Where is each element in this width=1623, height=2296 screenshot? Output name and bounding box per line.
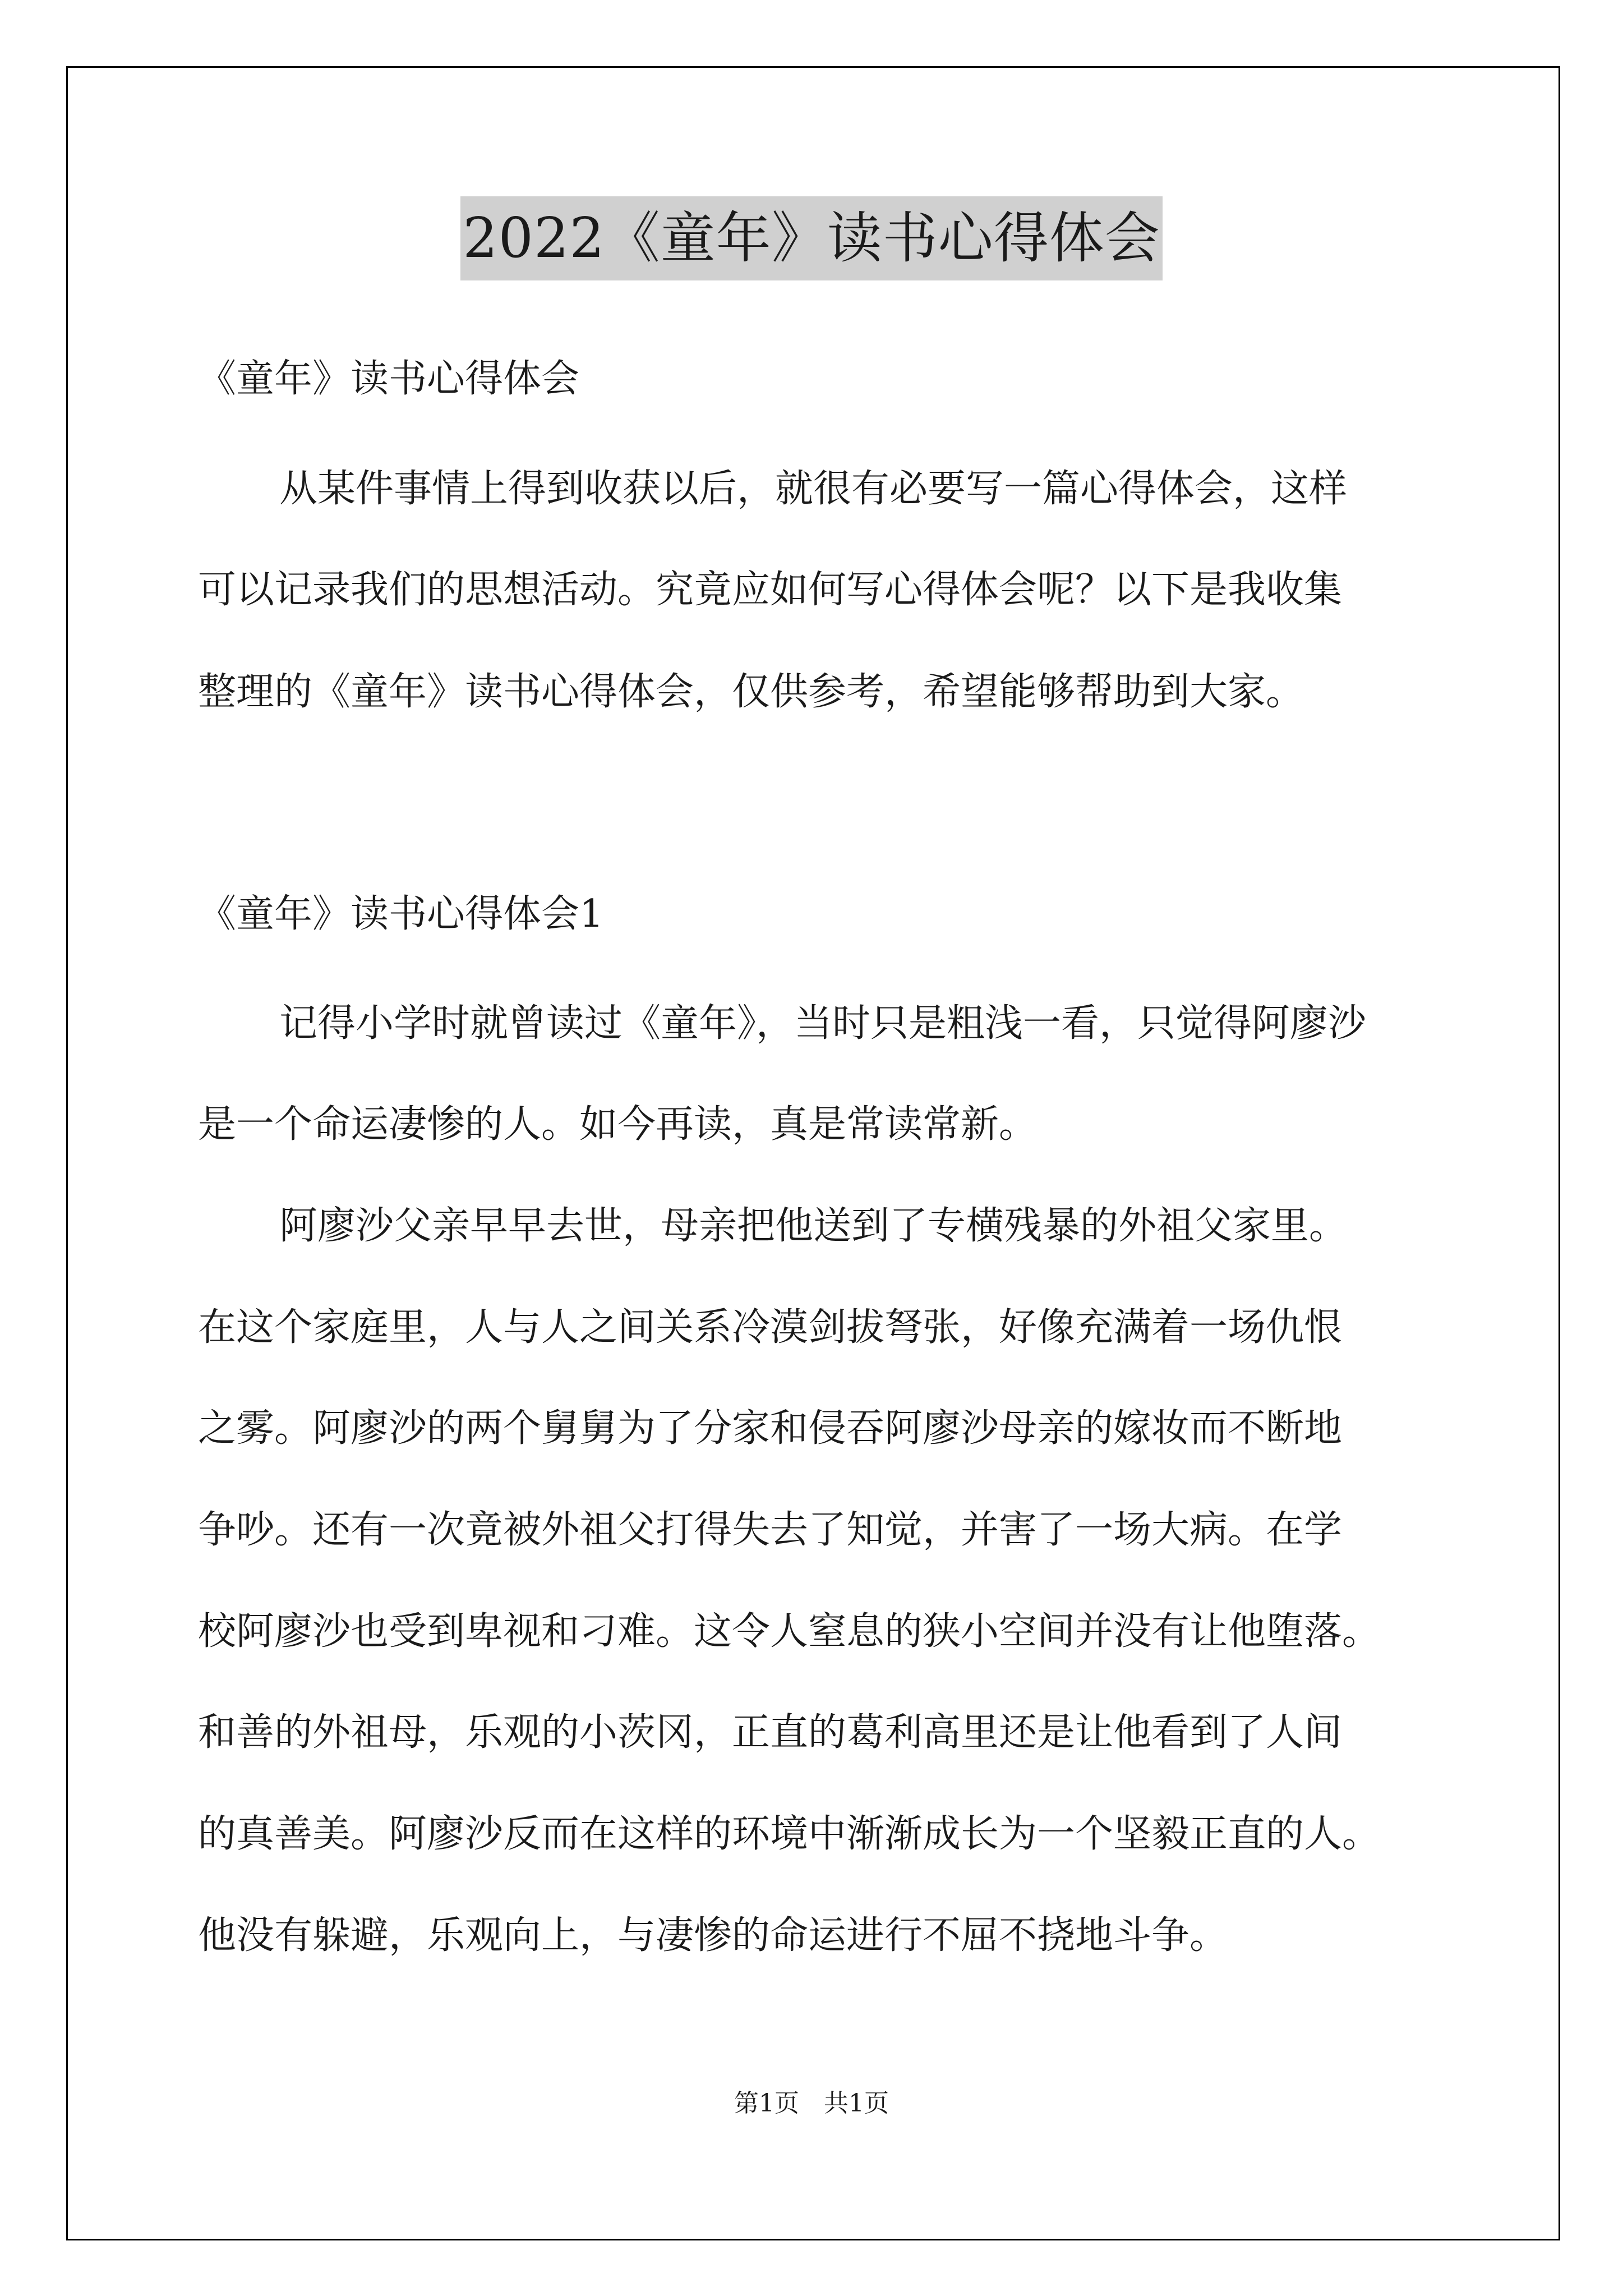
paragraph-line: 在这个家庭里，人与人之间关系冷漠剑拔弩张，好像充满着一场仇恨 — [198, 1305, 1343, 1350]
paragraph-line: 他没有躲避，乐观向上，与凄惨的命运进行不屈不挠地斗争。 — [198, 1913, 1228, 1958]
paragraph-line: 的真善美。阿廖沙反而在这样的环境中渐渐成长为一个坚毅正直的人。 — [198, 1812, 1381, 1856]
intro-line: 整理的《童年》读书心得体会，仅供参考，希望能够帮助到大家。 — [198, 670, 1304, 714]
paragraph-line: 是一个命运凄惨的人。如今再读，真是常读常新。 — [198, 1102, 1038, 1147]
paragraph-line: 之雾。阿廖沙的两个舅舅为了分家和侵吞阿廖沙母亲的嫁妆而不断地 — [198, 1406, 1343, 1451]
paragraph-line: 和善的外祖母，乐观的小茨冈，正直的葛利高里还是让他看到了人间 — [198, 1710, 1343, 1755]
paragraph-line: 记得小学时就曾读过《童年》，当时只是粗浅一看，只觉得阿廖沙 — [279, 1001, 1367, 1046]
intro-line: 可以记录我们的思想活动。究竟应如何写心得体会呢？以下是我收集 — [198, 568, 1343, 612]
title-container — [0, 196, 1623, 280]
paragraph-line: 争吵。还有一次竟被外祖父打得失去了知觉，并害了一场大病。在学 — [198, 1508, 1343, 1552]
document-subtitle: 《童年》读书心得体会 — [198, 357, 580, 401]
intro-line: 从某件事情上得到收获以后，就很有必要写一篇心得体会，这样 — [279, 467, 1348, 511]
paragraph-line: 校阿廖沙也受到卑视和刁难。这令人窒息的狭小空间并没有让他堕落。 — [198, 1609, 1381, 1654]
page-footer: 第1页 共1页 — [734, 2089, 889, 2118]
section-heading: 《童年》读书心得体会1 — [198, 892, 604, 936]
document-title: 2022《童年》读书心得体会 — [460, 196, 1162, 280]
paragraph-line: 阿廖沙父亲早早去世，母亲把他送到了专横残暴的外祖父家里。 — [279, 1204, 1348, 1248]
